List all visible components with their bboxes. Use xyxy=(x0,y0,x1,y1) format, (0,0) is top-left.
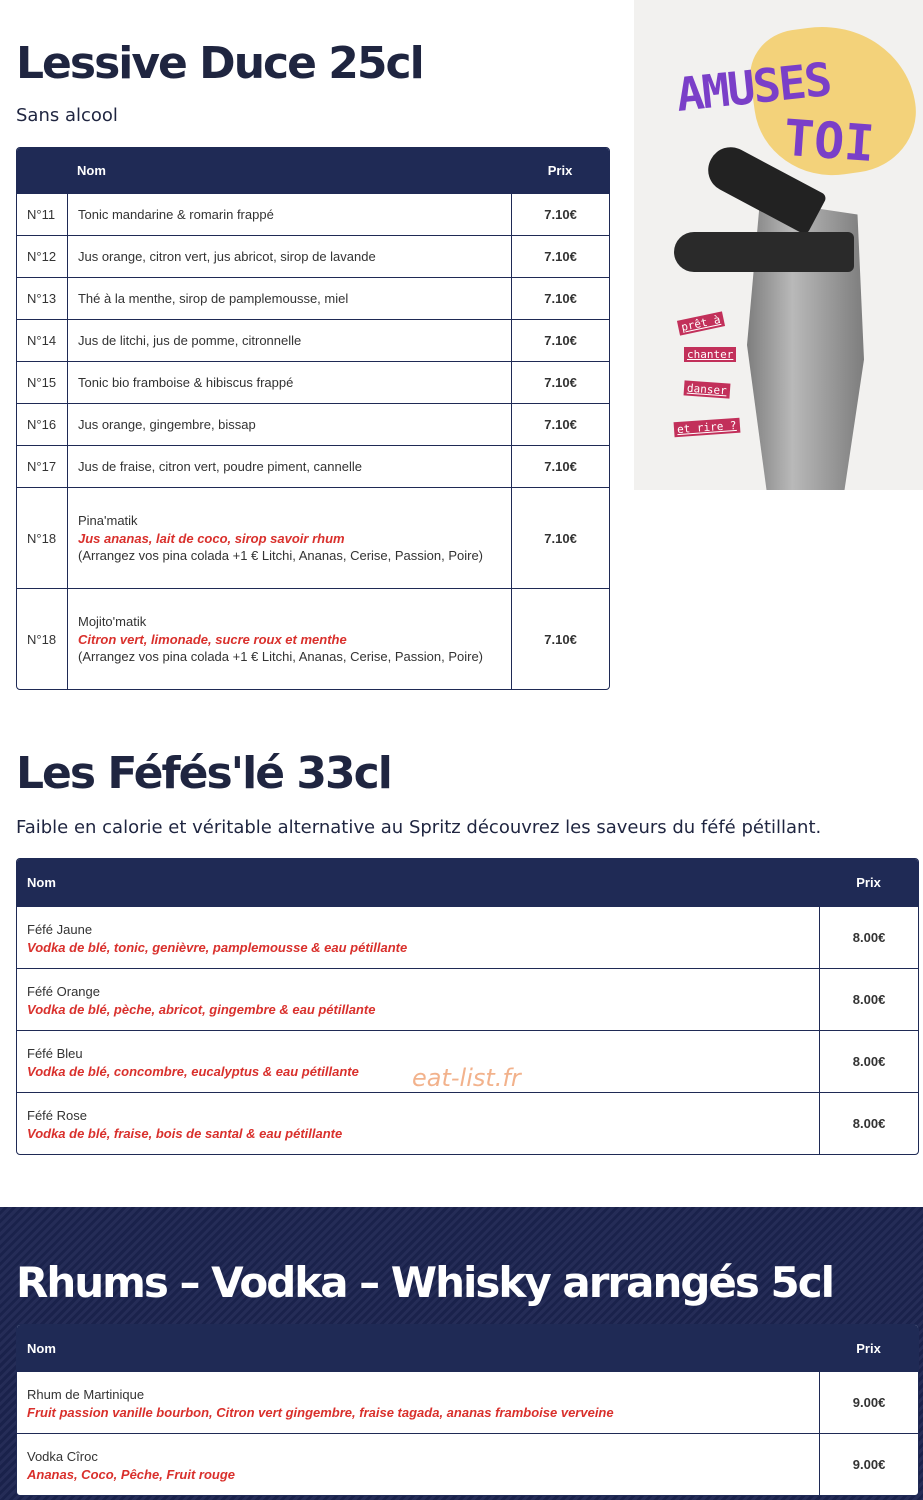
section-subtitle-fefes: Faible en calorie et véritable alternative au Spritz découvrez les saveurs du féfé pétillant. xyxy=(16,817,822,838)
item-price: 7.10€ xyxy=(511,235,609,277)
item-name: Féfé Bleu xyxy=(27,1046,83,1061)
item-description: Vodka de blé, pèche, abricot, gingembre & eau pétillante xyxy=(27,1002,376,1017)
item-description: Fruit passion vanille bourbon, Citron vert gingembre, fraise tagada, ananas framboise verveine xyxy=(27,1405,614,1420)
poster-tag: et rire ? xyxy=(674,418,740,438)
amuses-toi-poster xyxy=(634,0,923,490)
table-row xyxy=(17,1433,918,1495)
item-number: N°17 xyxy=(17,445,67,487)
item-number: N°16 xyxy=(17,403,67,445)
section-title-fefes: Les Féfés'lé 33cl xyxy=(16,748,391,799)
item-price: 8.00€ xyxy=(819,968,918,1030)
item-name: Tonic mandarine & romarin frappé xyxy=(67,193,511,235)
table-row xyxy=(17,968,918,1030)
item-name: Thé à la menthe, sirop de pamplemousse, miel xyxy=(67,277,511,319)
table-row xyxy=(17,403,609,445)
item-description: Ananas, Coco, Pêche, Fruit rouge xyxy=(27,1467,236,1482)
item-price: 7.10€ xyxy=(511,403,609,445)
item-cell xyxy=(17,906,819,968)
table-row xyxy=(17,588,609,689)
table-row xyxy=(17,1371,918,1433)
microphone-icon xyxy=(674,232,854,272)
item-cell xyxy=(67,487,511,588)
item-note: (Arrangez vos pina colada +1 € Litchi, Ananas, Cerise, Passion, Poire) xyxy=(77,547,484,563)
section-title-lessive: Lessive Duce 25cl xyxy=(16,38,423,89)
item-name: Féfé Rose xyxy=(27,1108,87,1123)
item-description: Vodka de blé, concombre, eucalyptus & eau pétillante xyxy=(27,1064,359,1079)
item-price: 7.10€ xyxy=(511,487,609,588)
table-row xyxy=(17,361,609,403)
table-row xyxy=(17,235,609,277)
item-name: Féfé Orange xyxy=(27,984,100,999)
item-number: N°18 xyxy=(17,487,67,588)
item-cell xyxy=(17,1371,819,1433)
item-name: Jus de fraise, citron vert, poudre piment, cannelle xyxy=(67,445,511,487)
table-row xyxy=(17,906,918,968)
item-name: Jus orange, citron vert, jus abricot, sirop de lavande xyxy=(67,235,511,277)
item-number: N°18 xyxy=(17,588,67,689)
column-header-num xyxy=(17,148,67,193)
item-price: 8.00€ xyxy=(819,1092,918,1154)
poster-headline-2: TOI xyxy=(782,108,877,174)
column-header-nom: Nom xyxy=(67,148,511,193)
item-price: 7.10€ xyxy=(511,445,609,487)
item-price: 7.10€ xyxy=(511,319,609,361)
item-name: Mojito'matik xyxy=(77,613,147,629)
poster-tag: danser xyxy=(684,380,731,398)
column-header-nom: Nom xyxy=(17,1325,819,1371)
item-price: 7.10€ xyxy=(511,193,609,235)
item-price: 8.00€ xyxy=(819,906,918,968)
table-row xyxy=(17,319,609,361)
table-row xyxy=(17,193,609,235)
item-name: Pina'matik xyxy=(77,512,138,528)
table-row xyxy=(17,1092,918,1154)
watermark-text: eat-list.fr xyxy=(412,1064,521,1092)
table-row xyxy=(17,487,609,588)
poster-headline-1: AMUSES xyxy=(673,52,833,122)
column-header-prix: Prix xyxy=(819,1325,918,1371)
item-price: 7.10€ xyxy=(511,588,609,689)
item-description: Citron vert, limonade, sucre roux et menthe xyxy=(77,631,347,647)
item-price: 7.10€ xyxy=(511,277,609,319)
menu-table-rhums xyxy=(16,1324,919,1496)
item-price: 7.10€ xyxy=(511,361,609,403)
item-price: 9.00€ xyxy=(819,1371,918,1433)
item-price: 9.00€ xyxy=(819,1433,918,1495)
table-row xyxy=(17,445,609,487)
poster-tag: prêt à xyxy=(677,311,725,335)
menu-table-lessive xyxy=(16,147,610,690)
item-cell xyxy=(17,1433,819,1495)
item-name: Jus de litchi, jus de pomme, citronnelle xyxy=(67,319,511,361)
item-number: N°15 xyxy=(17,361,67,403)
item-number: N°14 xyxy=(17,319,67,361)
item-description: Jus ananas, lait de coco, sirop savoir rhum xyxy=(77,530,345,546)
item-cell xyxy=(17,1092,819,1154)
item-name: Féfé Jaune xyxy=(27,922,93,937)
item-name: Jus orange, gingembre, bissap xyxy=(67,403,511,445)
item-cell xyxy=(67,588,511,689)
item-number: N°11 xyxy=(17,193,67,235)
item-number: N°12 xyxy=(17,235,67,277)
item-name: Vodka Cîroc xyxy=(27,1449,98,1464)
item-name: Rhum de Martinique xyxy=(27,1387,145,1402)
column-header-prix: Prix xyxy=(511,148,609,193)
column-header-nom: Nom xyxy=(17,859,819,906)
item-name: Tonic bio framboise & hibiscus frappé xyxy=(67,361,511,403)
section-title-rhums: Rhums – Vodka – Whisky arrangés 5cl xyxy=(16,1258,834,1307)
poster-tag: chanter xyxy=(684,347,736,362)
item-description: Vodka de blé, fraise, bois de santal & eau pétillante xyxy=(27,1126,343,1141)
item-note: (Arrangez vos pina colada +1 € Litchi, Ananas, Cerise, Passion, Poire) xyxy=(77,648,484,664)
column-header-prix: Prix xyxy=(819,859,918,906)
item-description: Vodka de blé, tonic, genièvre, pamplemousse & eau pétillante xyxy=(27,940,408,955)
menu-table-fefes xyxy=(16,858,919,1155)
table-row xyxy=(17,277,609,319)
section-subtitle-lessive: Sans alcool xyxy=(16,105,118,126)
item-number: N°13 xyxy=(17,277,67,319)
item-price: 8.00€ xyxy=(819,1030,918,1092)
item-cell xyxy=(17,968,819,1030)
